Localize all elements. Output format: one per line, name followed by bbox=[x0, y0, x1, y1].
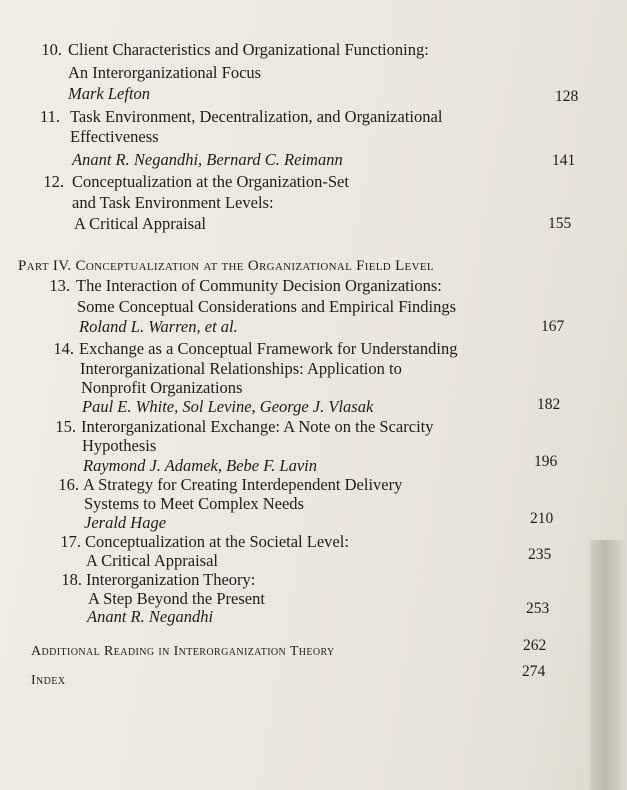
page-number: 182 bbox=[537, 396, 561, 413]
entry-title-line: Effectiveness bbox=[70, 127, 159, 146]
page-number: 262 bbox=[523, 637, 547, 654]
entry-title-line: Interorganizational Exchange: A Note on the Scarcity bbox=[81, 417, 434, 436]
page-number: 253 bbox=[526, 600, 550, 617]
entry-title-line: A Strategy for Creating Interdependent Delivery bbox=[83, 475, 403, 494]
entry-number: 14. bbox=[53, 339, 74, 358]
entry-title-line: Interorganizational Relationships: Application to bbox=[80, 359, 402, 378]
page-number: 167 bbox=[541, 318, 565, 335]
entry-author: Anant R. Negandhi, Bernard C. Reimann bbox=[72, 150, 343, 169]
page-number: 210 bbox=[530, 510, 554, 527]
entry-author: Anant R. Negandhi bbox=[87, 607, 214, 626]
entry-title-line: Systems to Meet Complex Needs bbox=[84, 494, 304, 513]
entry-title-line: The Interaction of Community Decision Organizations: bbox=[76, 276, 442, 295]
adjacent-page-edge bbox=[590, 540, 627, 790]
entry-author: Paul E. White, Sol Levine, George J. Vlasak bbox=[82, 397, 374, 416]
entry-number: 18. bbox=[61, 570, 82, 589]
entry-title-line: Nonprofit Organizations bbox=[81, 378, 243, 397]
entry-title-line: Some Conceptual Considerations and Empirical Findings bbox=[77, 297, 456, 316]
page-number: 274 bbox=[522, 663, 546, 680]
entry-title-line: Interorganization Theory: bbox=[86, 570, 256, 589]
page-number: 141 bbox=[552, 152, 576, 169]
entry-number: 10. bbox=[41, 40, 62, 59]
entry-author: Raymond J. Adamek, Bebe F. Lavin bbox=[83, 456, 317, 475]
entry-number: 12. bbox=[43, 172, 64, 191]
entry-title-line: and Task Environment Levels: bbox=[72, 193, 274, 212]
page-number: 196 bbox=[534, 453, 558, 470]
entry-title-line: A Critical Appraisal bbox=[74, 214, 206, 233]
toc-additional-reading[interactable]: Additional Reading in Interorganization Theory bbox=[31, 644, 335, 659]
entry-number: 11. bbox=[39, 107, 60, 126]
page-number: 155 bbox=[548, 215, 572, 232]
entry-author: Mark Lefton bbox=[68, 84, 151, 103]
entry-title-line: Client Characteristics and Organizational Functioning: bbox=[68, 40, 429, 59]
entry-title-line: Exchange as a Conceptual Framework for Understanding bbox=[79, 339, 458, 358]
entry-author: Jerald Hage bbox=[84, 513, 167, 532]
entry-title-line: Task Environment, Decentralization, and Organizational bbox=[70, 107, 443, 126]
entry-title-line: An Interorganizational Focus bbox=[68, 63, 262, 82]
entry-author: Roland L. Warren, et al. bbox=[79, 317, 238, 336]
entry-number: 13. bbox=[49, 276, 70, 295]
page-number: 235 bbox=[528, 546, 552, 563]
page-number: 128 bbox=[555, 88, 579, 105]
toc-index[interactable]: Index bbox=[31, 673, 66, 688]
entry-title-line: Conceptualization at the Societal Level: bbox=[85, 532, 349, 551]
entry-number: 17. bbox=[60, 532, 81, 551]
entry-title-line: Conceptualization at the Organization-Set bbox=[72, 172, 349, 191]
entry-number: 15. bbox=[55, 417, 76, 436]
entry-title-line: A Step Beyond the Present bbox=[88, 589, 265, 608]
entry-number: 16. bbox=[58, 475, 79, 494]
part-heading: Part IV. Conceptualization at the Organizational Field Level bbox=[18, 258, 434, 274]
entry-title-line: A Critical Appraisal bbox=[86, 551, 218, 570]
entry-title-line: Hypothesis bbox=[82, 436, 157, 455]
